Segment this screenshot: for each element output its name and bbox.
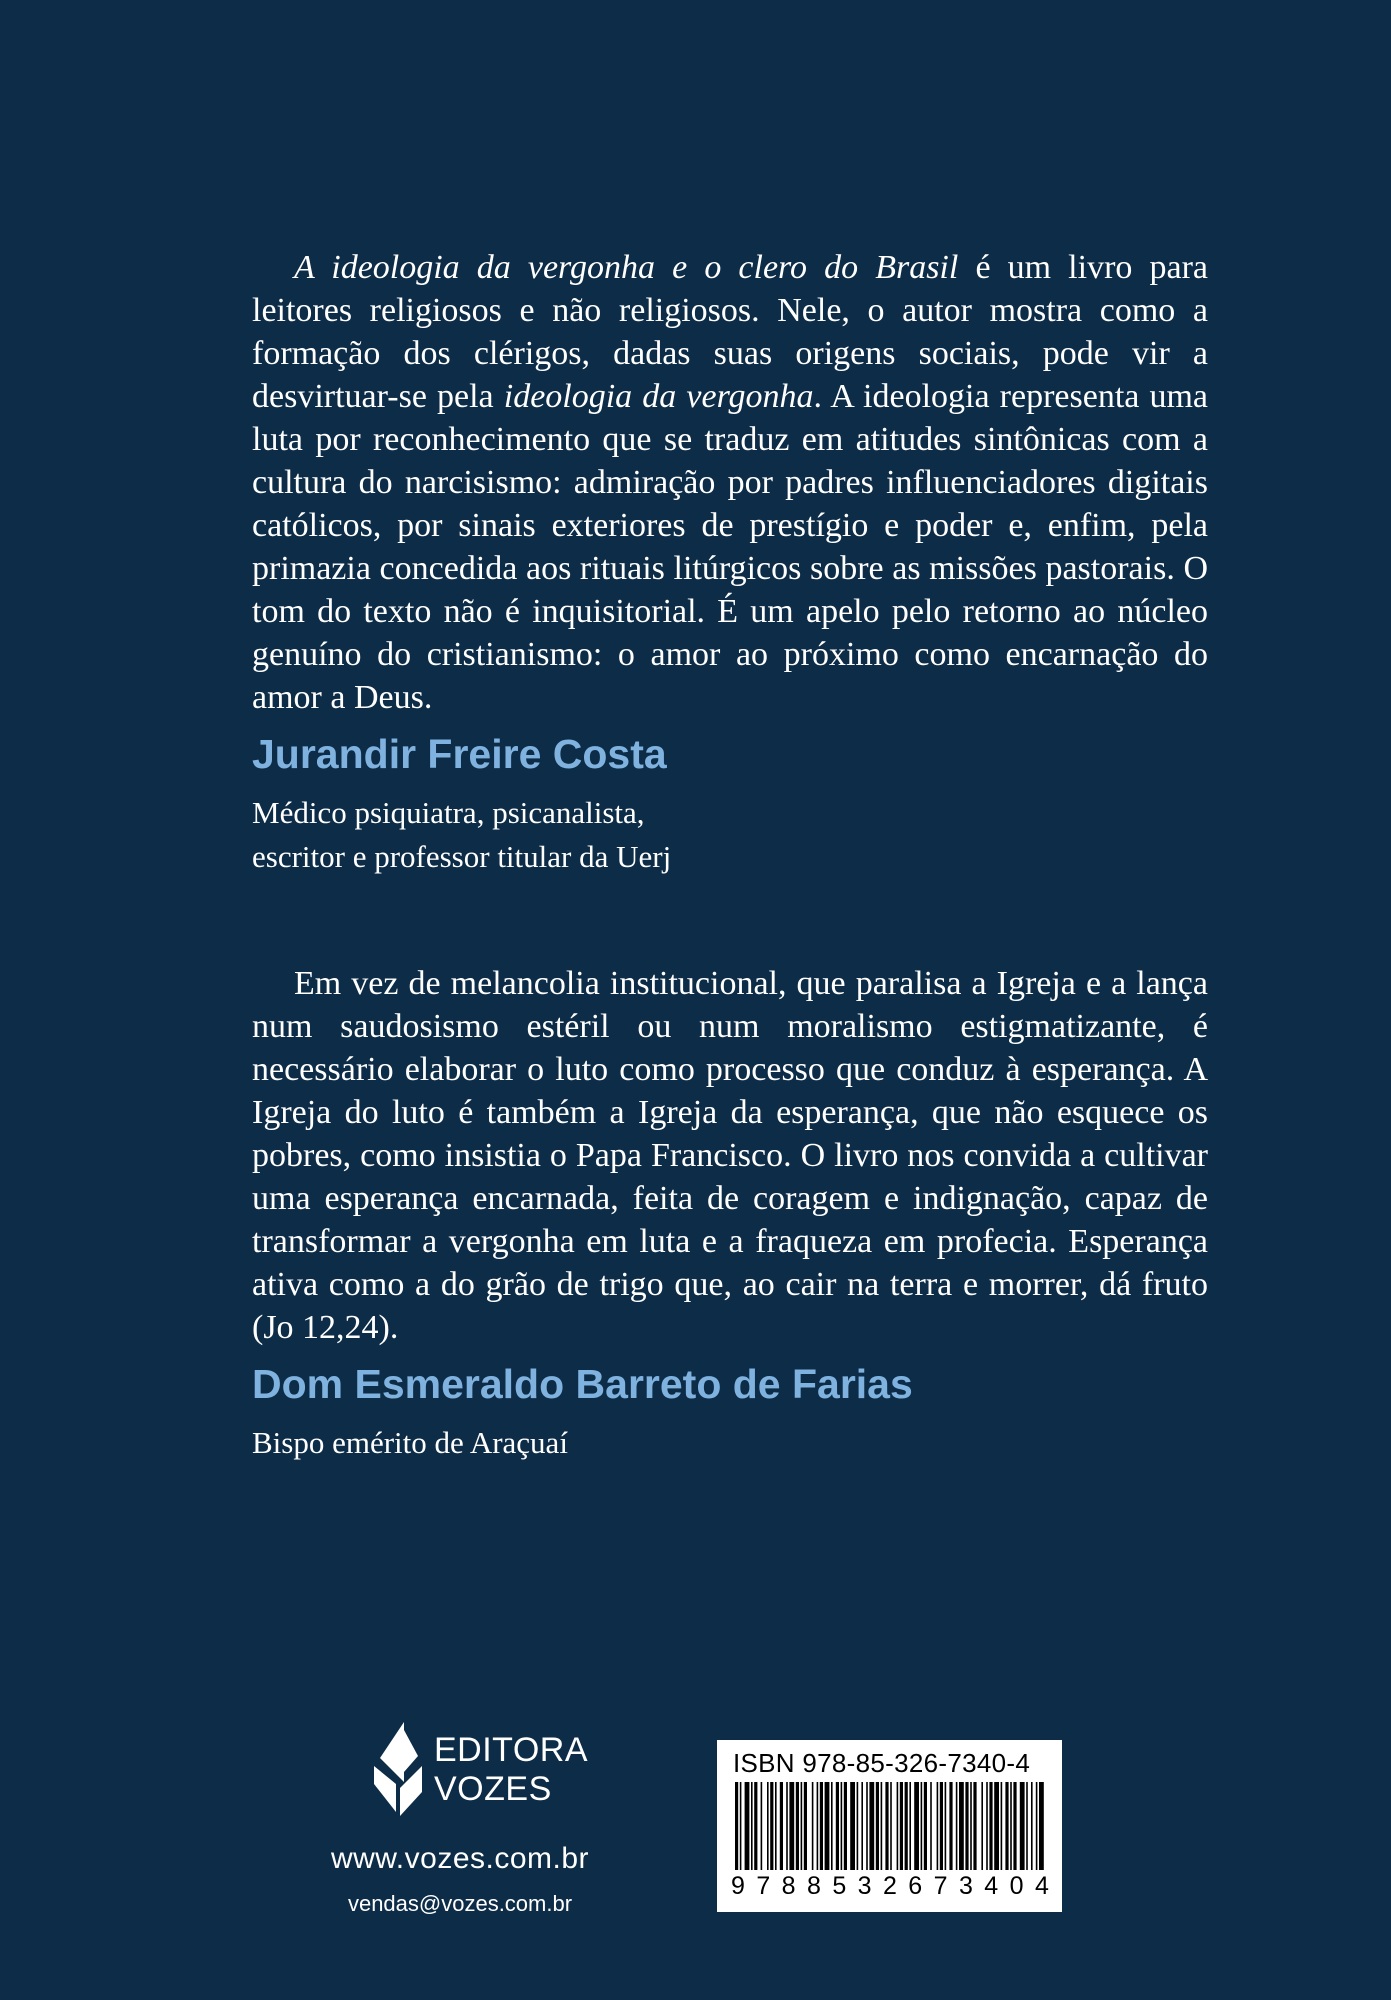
blurb-1-credential <box>252 791 1208 879</box>
barcode-bar <box>1001 1782 1003 1870</box>
barcode-bar <box>836 1782 839 1870</box>
barcode-digit: 4 <box>1034 1872 1049 1900</box>
barcode-bar <box>1026 1782 1028 1870</box>
blurb-2-author: Dom Esmeraldo Barreto de Farias <box>252 1361 913 1407</box>
barcode-bar <box>876 1782 879 1870</box>
barcode-digits <box>731 1872 1049 1901</box>
barcode-bar <box>786 1782 788 1870</box>
barcode-bar <box>986 1782 988 1870</box>
barcode-bar <box>994 1782 999 1870</box>
barcode-bar <box>956 1782 958 1870</box>
blurb-1-text-a: é um livro para leitores religiosos e não religiosos. Nele, o autor mostra como a formação dos clérigos, dadas suas origens sociais, pode vir a desvirtuar-se pela <box>252 249 1208 415</box>
barcode-bar <box>770 1782 773 1870</box>
barcode-bar <box>804 1782 807 1870</box>
barcode-bar <box>850 1782 855 1870</box>
barcode-bar <box>965 1782 968 1870</box>
barcode-digit: 8 <box>806 1872 821 1900</box>
barcode-bar <box>735 1782 738 1870</box>
barcode-bar <box>857 1782 859 1870</box>
publisher-email[interactable]: vendas@vozes.com.br <box>347 1891 573 1916</box>
barcode-digit: 0 <box>1009 1872 1024 1900</box>
barcode-bar <box>937 1782 939 1870</box>
blurb-2-paragraph: Em vez de melancolia institucional, que paralisa a Igreja e a lança num saudosismo estéril ou num moralismo estigmatizante, é necessário elaborar o luto como processo que conduz à esperança. A Igreja do luto é também a Igreja da esperança, que não esquece os pobres, como insistia o Papa Francisco. O livro nos convida a cultivar uma esperança encarnada, feita de coragem e indignação, capaz de transformar a vergonha em luta e a fraqueza em profecia. Esperança ativa como a do grão de trigo que, ao cair na terra e morrer, dá fruto (Jo 12,24). <box>252 965 1208 1346</box>
barcode-bar <box>1005 1782 1008 1870</box>
barcode-bar <box>1020 1782 1025 1870</box>
barcode-bar <box>841 1782 843 1870</box>
ideology-term-italic: ideologia da vergonha <box>503 378 814 415</box>
barcode-bar <box>949 1782 952 1870</box>
barcode-bar <box>914 1782 919 1870</box>
barcode-bar <box>1039 1782 1044 1870</box>
blurb-1-credential-line-2: escritor e professor titular da Uerj <box>252 839 672 874</box>
blurb-1-author: Jurandir Freire Costa <box>252 731 667 777</box>
barcode-bar <box>801 1782 803 1870</box>
blurb-1-paragraph <box>252 246 1208 719</box>
barcode-bar <box>844 1782 847 1870</box>
barcode-bar <box>940 1782 943 1870</box>
barcode-bar <box>1031 1782 1033 1870</box>
barcode-digit: 8 <box>781 1872 796 1900</box>
barcode-bar <box>866 1782 868 1870</box>
blurb-1-text-b: . A ideologia representa uma luta por reconhecimento que se traduz em atitudes sintônicas com a cultura do narcisismo: admiração por padres influenciadores digitais católicos, por sinais exteriores de prestígio e poder e, enfim, pela primazia concedida aos rituais litúrgicos sobre as missões pastorais. O tom do texto não é inquisitorial. É um apelo pelo retorno ao núcleo genuíno do cristianismo: o amor ao próximo como encarnação do amor a Deus. <box>252 378 1208 716</box>
barcode-bar <box>905 1782 908 1870</box>
barcode-bar <box>970 1782 972 1870</box>
barcode-bar <box>930 1782 932 1870</box>
barcode-digit: 6 <box>908 1872 923 1900</box>
barcode-bar <box>831 1782 833 1870</box>
barcode-bar <box>885 1782 888 1870</box>
barcode-digit: 7 <box>933 1872 948 1900</box>
blurb-2-credential-line: Bispo emérito de Araçuaí <box>252 1425 568 1460</box>
barcode-bar <box>796 1782 799 1870</box>
barcode-digit: 2 <box>882 1872 897 1900</box>
barcode-bar <box>817 1782 819 1870</box>
barcode-digit: 3 <box>958 1872 973 1900</box>
barcode-bar <box>909 1782 911 1870</box>
barcode-bar <box>1013 1782 1016 1870</box>
barcode-digit: 4 <box>984 1872 999 1900</box>
barcode-bar <box>825 1782 830 1870</box>
barcode-bar <box>881 1782 883 1870</box>
barcode-bar <box>897 1782 899 1870</box>
barcode-bar <box>740 1782 742 1870</box>
barcode-digit: 9 <box>731 1872 745 1900</box>
blurb-2-credential <box>252 1421 1208 1465</box>
barcode-bar <box>945 1782 947 1870</box>
barcode-bar <box>981 1782 983 1870</box>
barcode-bar <box>789 1782 794 1870</box>
barcode-bar <box>751 1782 753 1870</box>
barcode-bar <box>924 1782 927 1870</box>
publisher-logo <box>370 1722 588 1818</box>
barcode-bar <box>1036 1782 1038 1870</box>
isbn-label: ISBN 978-85-326-7340-4 <box>733 1748 1031 1778</box>
vozes-diamond-logo-icon <box>370 1722 426 1818</box>
barcode-digit: 7 <box>756 1872 771 1900</box>
barcode-bar <box>761 1782 763 1870</box>
barcode-bar <box>869 1782 874 1870</box>
publisher-name-line-1: EDITORA <box>434 1731 589 1769</box>
blurb-block-2 <box>252 962 1208 1465</box>
barcode-bar <box>921 1782 923 1870</box>
blurb-1-credential-line-1: Médico psiquiatra, psicanalista, <box>252 795 645 830</box>
barcode-bar <box>959 1782 964 1870</box>
isbn-barcode <box>717 1740 1062 1912</box>
barcode-bar <box>745 1782 750 1870</box>
barcode-bar <box>820 1782 823 1870</box>
barcode-bar <box>900 1782 903 1870</box>
barcode-bar <box>989 1782 992 1870</box>
barcode-bar <box>775 1782 777 1870</box>
blurb-block-1 <box>252 246 1208 879</box>
publisher-name-line-2: VOZES <box>434 1770 552 1808</box>
barcode-bar <box>780 1782 783 1870</box>
book-title-italic: A ideologia da vergonha e o clero do Brasil <box>294 249 959 286</box>
barcode-bars <box>731 1782 1049 1870</box>
barcode-bar <box>767 1782 769 1870</box>
barcode-bar <box>812 1782 814 1870</box>
barcode-digit: 5 <box>832 1872 847 1900</box>
barcode-bar <box>1010 1782 1012 1870</box>
barcode-digit: 3 <box>857 1872 872 1900</box>
publisher-website[interactable]: www.vozes.com.br <box>330 1842 590 1875</box>
barcode-bar <box>890 1782 892 1870</box>
barcode-bar <box>754 1782 757 1870</box>
publisher-name <box>434 1731 588 1809</box>
barcode-bar <box>861 1782 863 1870</box>
barcode-bar <box>973 1782 976 1870</box>
